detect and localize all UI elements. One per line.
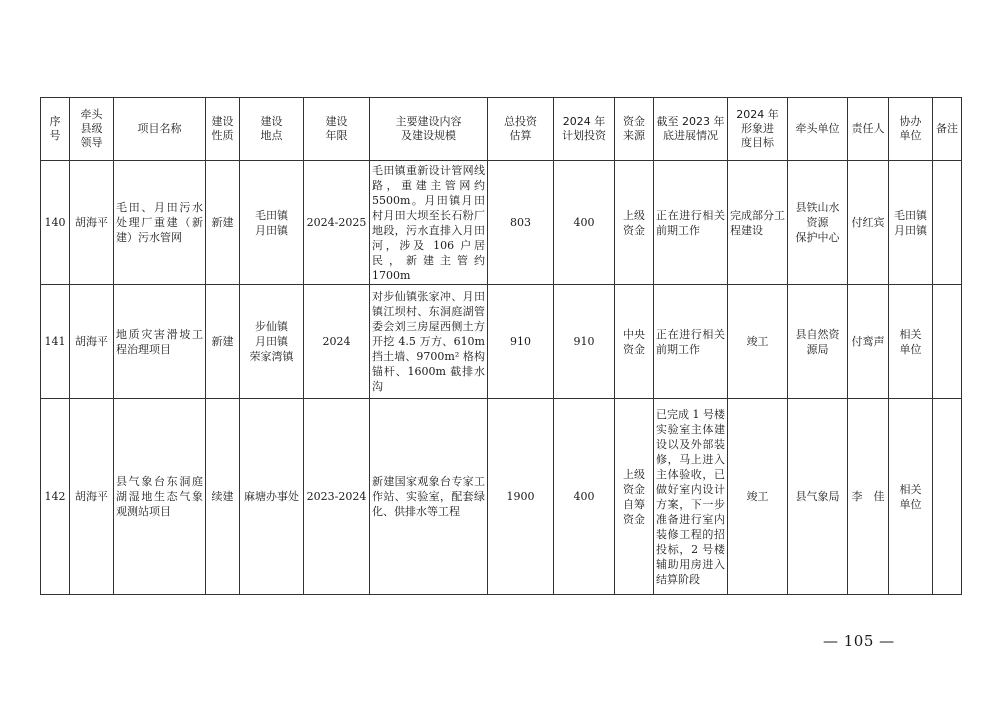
cell-person: 李 佳 [848, 399, 889, 595]
cell-location: 毛田镇 月田镇 [240, 161, 304, 285]
cell-progress: 正在进行相关前期工作 [654, 285, 728, 399]
header-total: 总投资 估算 [488, 98, 554, 161]
header-location: 建设 地点 [240, 98, 304, 161]
cell-name: 毛田、月田污水处理厂重建（新建）污水管网 [114, 161, 206, 285]
cell-total: 803 [488, 161, 554, 285]
cell-plan2024: 910 [554, 285, 615, 399]
header-assist: 协办 单位 [889, 98, 933, 161]
header-remark: 备注 [933, 98, 962, 161]
cell-period: 2024-2025 [304, 161, 370, 285]
header-goal: 2024 年 形象进 度目标 [728, 98, 788, 161]
header-period: 建设 年限 [304, 98, 370, 161]
header-nature: 建设 性质 [206, 98, 240, 161]
header-source: 资金 来源 [615, 98, 654, 161]
project-table [40, 97, 962, 595]
cell-lead-unit: 县自然资 源局 [788, 285, 848, 399]
cell-plan2024: 400 [554, 161, 615, 285]
header-person: 责任人 [848, 98, 889, 161]
cell-remark [933, 161, 962, 285]
table-row [41, 399, 962, 595]
cell-total: 910 [488, 285, 554, 399]
cell-plan2024: 400 [554, 399, 615, 595]
cell-period: 2023-2024 [304, 399, 370, 595]
cell-assist: 相关 单位 [889, 399, 933, 595]
cell-assist: 毛田镇 月田镇 [889, 161, 933, 285]
cell-seq: 140 [41, 161, 70, 285]
cell-source: 上级 资金 [615, 161, 654, 285]
cell-content: 对步仙镇张家冲、月田镇江坝村、东洞庭湖管委会刘三房屋西侧土方开挖 4.5 万方、610m 挡土墙、9700m² 格构锚杆、1600m 截排水沟 [370, 285, 488, 399]
cell-person: 付红宾 [848, 161, 889, 285]
cell-lead-unit: 县铁山水 资源 保护中心 [788, 161, 848, 285]
header-plan2024: 2024 年 计划投资 [554, 98, 615, 161]
page-number: — 105 — [823, 632, 895, 650]
cell-location: 麻塘办事处 [240, 399, 304, 595]
cell-remark [933, 285, 962, 399]
table-row [41, 285, 962, 399]
cell-leader: 胡海平 [70, 285, 114, 399]
cell-total: 1900 [488, 399, 554, 595]
cell-location: 步仙镇 月田镇 荣家湾镇 [240, 285, 304, 399]
cell-goal: 竣工 [728, 399, 788, 595]
cell-leader: 胡海平 [70, 161, 114, 285]
cell-lead-unit: 县气象局 [788, 399, 848, 595]
header-seq: 序 号 [41, 98, 70, 161]
header-lead-unit: 牵头单位 [788, 98, 848, 161]
cell-name: 县气象台东洞庭湖湿地生态气象观测站项目 [114, 399, 206, 595]
header-progress: 截至 2023 年 底进展情况 [654, 98, 728, 161]
table-row [41, 161, 962, 285]
cell-leader: 胡海平 [70, 399, 114, 595]
cell-person: 付鸾声 [848, 285, 889, 399]
cell-nature: 续建 [206, 399, 240, 595]
cell-seq: 141 [41, 285, 70, 399]
cell-source: 中央 资金 [615, 285, 654, 399]
cell-period: 2024 [304, 285, 370, 399]
header-leader: 牵头 县级 领导 [70, 98, 114, 161]
header-row [41, 98, 962, 161]
cell-remark [933, 399, 962, 595]
cell-seq: 142 [41, 399, 70, 595]
cell-source: 上级 资金 自筹 资金 [615, 399, 654, 595]
cell-progress: 正在进行相关前期工作 [654, 161, 728, 285]
cell-assist: 相关 单位 [889, 285, 933, 399]
cell-content: 毛田镇重新设计管网线路，重建主管网约5500m。月田镇月田村月田大坝至长石粉厂地段，污水直排入月田河，涉及 106 户居民，新建主管约 1700m [370, 161, 488, 285]
cell-content: 新建国家观象台专家工作站、实验室，配套绿化、供排水等工程 [370, 399, 488, 595]
cell-nature: 新建 [206, 285, 240, 399]
header-name: 项目名称 [114, 98, 206, 161]
header-content: 主要建设内容 及建设规模 [370, 98, 488, 161]
cell-nature: 新建 [206, 161, 240, 285]
cell-goal: 竣工 [728, 285, 788, 399]
cell-progress: 已完成 1 号楼实验室主体建设以及外部装修，马上进入主体验收，已做好室内设计方案，下一步准备进行室内装修工程的招投标，2 号楼辅助用房进入结算阶段 [654, 399, 728, 595]
cell-name: 地质灾害滑坡工程治理项目 [114, 285, 206, 399]
cell-goal: 完成部分工程建设 [728, 161, 788, 285]
